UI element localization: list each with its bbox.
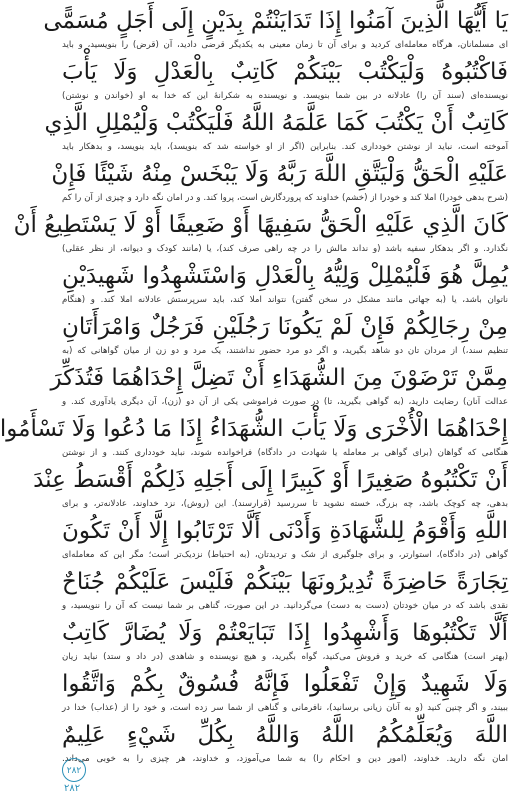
verse-number-badge: ۲۸۲: [62, 758, 86, 782]
verse-line-1: [43, 4, 508, 55]
verse-line-3: [44, 106, 508, 157]
translation-text: عدالت آنان) رضایت دارید، (به گواهی بگیرید، تا) در صورت فراموشی یکی از آن دو (زن)، آن دیگری یادآوری کند. و: [62, 397, 508, 407]
page-number: ۲۸۲: [64, 783, 81, 794]
translation-text: (بهتر است) هنگامی که خرید و فروش می‌کنید، گواه بگیرید، و هیچ نویسنده و شاهدی (در داد و ستد) نباید زیان: [62, 652, 508, 662]
arabic-text: كَاتِبٌ أَنْ يَكْتُبَ كَمَا عَلَّمَهُ اللَّهُ فَلْيَكْتُبْ وَلْيُمْلِلِ الَّذِي: [44, 110, 508, 136]
verse-line-11: [62, 514, 508, 565]
arabic-text: وَلَا شَهِيدٌ وَإِنْ تَفْعَلُوا فَإِنَّهُ فُسُوقٌ بِكُمْ وَاتَّقُوا: [62, 671, 508, 697]
translation-text: امان نگه دارید. خداوند، (امور دین و احکام را) به شما می‌آموزد، و خداوند، هر چیزی را به خوبی می‌داند.: [62, 754, 508, 764]
verse-line-15: [62, 718, 508, 769]
arabic-text: مِنْ رِجَالِكُمْ فَإِنْ لَمْ يَكُونَا رَجُلَيْنِ فَرَجُلٌ وَامْرَأَتَانِ: [62, 314, 508, 340]
translation-text: نقدی باشد که در میان خودتان (دست به دست) می‌گردانید. در این صورت، گناهی بر شما نیست که آن را ننویسید، و: [62, 601, 508, 611]
arabic-text: اللَّهِ وَأَقْوَمُ لِلشَّهَادَةِ وَأَدْنَى أَلَّا تَرْتَابُوا إِلَّا أَنْ تَكُونَ: [62, 518, 508, 544]
verse-line-5: [13, 208, 508, 259]
arabic-text: إِحْدَاهُمَا الْأُخْرَى وَلَا يَأْبَ الشُّهَدَاءُ إِذَا مَا دُعُوا وَلَا تَسْأَمُوا: [0, 416, 508, 442]
arabic-text: أَلَّا تَكْتُبُوهَا وَأَشْهِدُوا إِذَا تَبَايَعْتُمْ وَلَا يُضَارَّ كَاتِبٌ: [62, 620, 508, 646]
arabic-text: عَلَيْهِ الْحَقُّ وَلْيَتَّقِ اللَّهَ رَبَّهُ وَلَا يَبْخَسْ مِنْهُ شَيْئًا فَإِنْ: [51, 161, 508, 187]
translation-text: ببیند، و اگر چنین کنید (و به آنان زیانی برسانید)، نافرمانی و گناهی از شما سر زده است، و خود را از (عذاب) خدا در: [62, 703, 508, 713]
translation-text: (شرح بدهی خودرا) املا کند و خودرا از (خشم) خداوند که پروردگارش است، پروا کند. و در امان نگه دارد و چیزی از آن را کم: [62, 193, 508, 203]
verse-line-4: [51, 157, 508, 208]
arabic-text: مِمَّنْ تَرْضَوْنَ مِنَ الشُّهَدَاءِ أَنْ تَضِلَّ إِحْدَاهُمَا فَتُذَكِّرَ: [50, 365, 508, 391]
verse-line-2: [62, 55, 508, 106]
translation-text: گواهی (در دادگاه)، استوارتر، و برای جلوگیری از شک و تردیدتان، (به احتیاط) نزدیک‌تر است؛ مگر این که معامله‌ای: [62, 550, 508, 560]
verse-line-13: [62, 616, 508, 667]
arabic-text: يَا أَيُّهَا الَّذِينَ آمَنُوا إِذَا تَدَايَنْتُمْ بِدَيْنٍ إِلَى أَجَلٍ مُسَمًّى: [43, 8, 508, 34]
verse-line-14: [62, 667, 508, 718]
translation-text: ای مسلمانان، هرگاه معامله‌ای کردید و برای آن تا زمان معینی به یکدیگر قرضی دادید، آن (قرض) را بنویسید، و باید: [62, 40, 508, 50]
verse-line-6: [62, 259, 508, 310]
arabic-text: يُمِلَّ هُوَ فَلْيُمْلِلْ وَلِيُّهُ بِالْعَدْلِ وَاسْتَشْهِدُوا شَهِيدَيْنِ: [62, 263, 508, 289]
verse-line-9: [0, 412, 508, 463]
translation-text: تنظیم سند،) از مردان تان دو شاهد بگیرید، و اگر دو مرد حضور نداشتند، یک مرد و دو زن از میان گواهانی که (به: [62, 346, 508, 356]
verse-line-12: [62, 565, 508, 616]
arabic-text: اللَّهَ وَيُعَلِّمُكُمُ اللَّهُ وَاللَّهُ بِكُلِّ شَيْءٍ عَلِيمٌ: [62, 722, 508, 748]
translation-text: نگذارد. و اگر بدهکار سفیه باشد (و نداند مالش را در چه راهی صرف کند)، یا (مانند کودک و دیوانه، از نظر عقلی): [62, 244, 508, 254]
arabic-text: كَانَ الَّذِي عَلَيْهِ الْحَقُّ سَفِيهًا أَوْ ضَعِيفًا أَوْ لَا يَسْتَطِيعُ أَنْ: [13, 212, 508, 238]
translation-text: آموخته است، نباید از نوشتن خودداری کند. بنابراین (اگر از او خواسته شد که بنویسد)، باید بنویسد، و بدهکار باید: [62, 142, 508, 152]
translation-text: ناتوان باشد، یا (به جهاتی مانند مشکل در سخن گفتن) نتواند املا کند، باید سرپرستش عادلانه املا کند. و (هنگام: [62, 295, 508, 305]
arabic-text: أَنْ تَكْتُبُوهُ صَغِيرًا أَوْ كَبِيرًا إِلَى أَجَلِهِ ذَلِكُمْ أَقْسَطُ عِنْدَ: [33, 467, 508, 493]
translation-text: نویسنده‌ای (سند آن را) عادلانه در بین شما بنویسد. و نویسنده به شکرانهٔ این که خدا به او (خواندن و نوشتن): [62, 91, 508, 101]
verse-line-10: [33, 463, 508, 514]
arabic-text: فَاكْتُبُوهُ وَلْيَكْتُبْ بَيْنَكُمْ كَاتِبٌ بِالْعَدْلِ وَلَا يَأْبَ: [62, 59, 508, 85]
translation-text: بدهی، چه کوچک باشد، چه بزرگ، خسته نشوید تا سررسید (قرارسند). این (روش)، نزد خداوند، عادلانه‌تر، و برای: [62, 499, 508, 509]
verse-line-8: [50, 361, 508, 412]
verse-line-7: [62, 310, 508, 361]
arabic-text: تِجَارَةً حَاضِرَةً تُدِيرُونَهَا بَيْنَكُمْ فَلَيْسَ عَلَيْكُمْ جُنَاحٌ: [62, 569, 508, 595]
page-footer: [60, 758, 100, 798]
translation-text: هنگامی که گواهان (برای گواهی بر معامله یا شهادت در دادگاه) فراخوانده شوند، نباید خودداری کنند. و از نوشتن: [62, 448, 508, 458]
